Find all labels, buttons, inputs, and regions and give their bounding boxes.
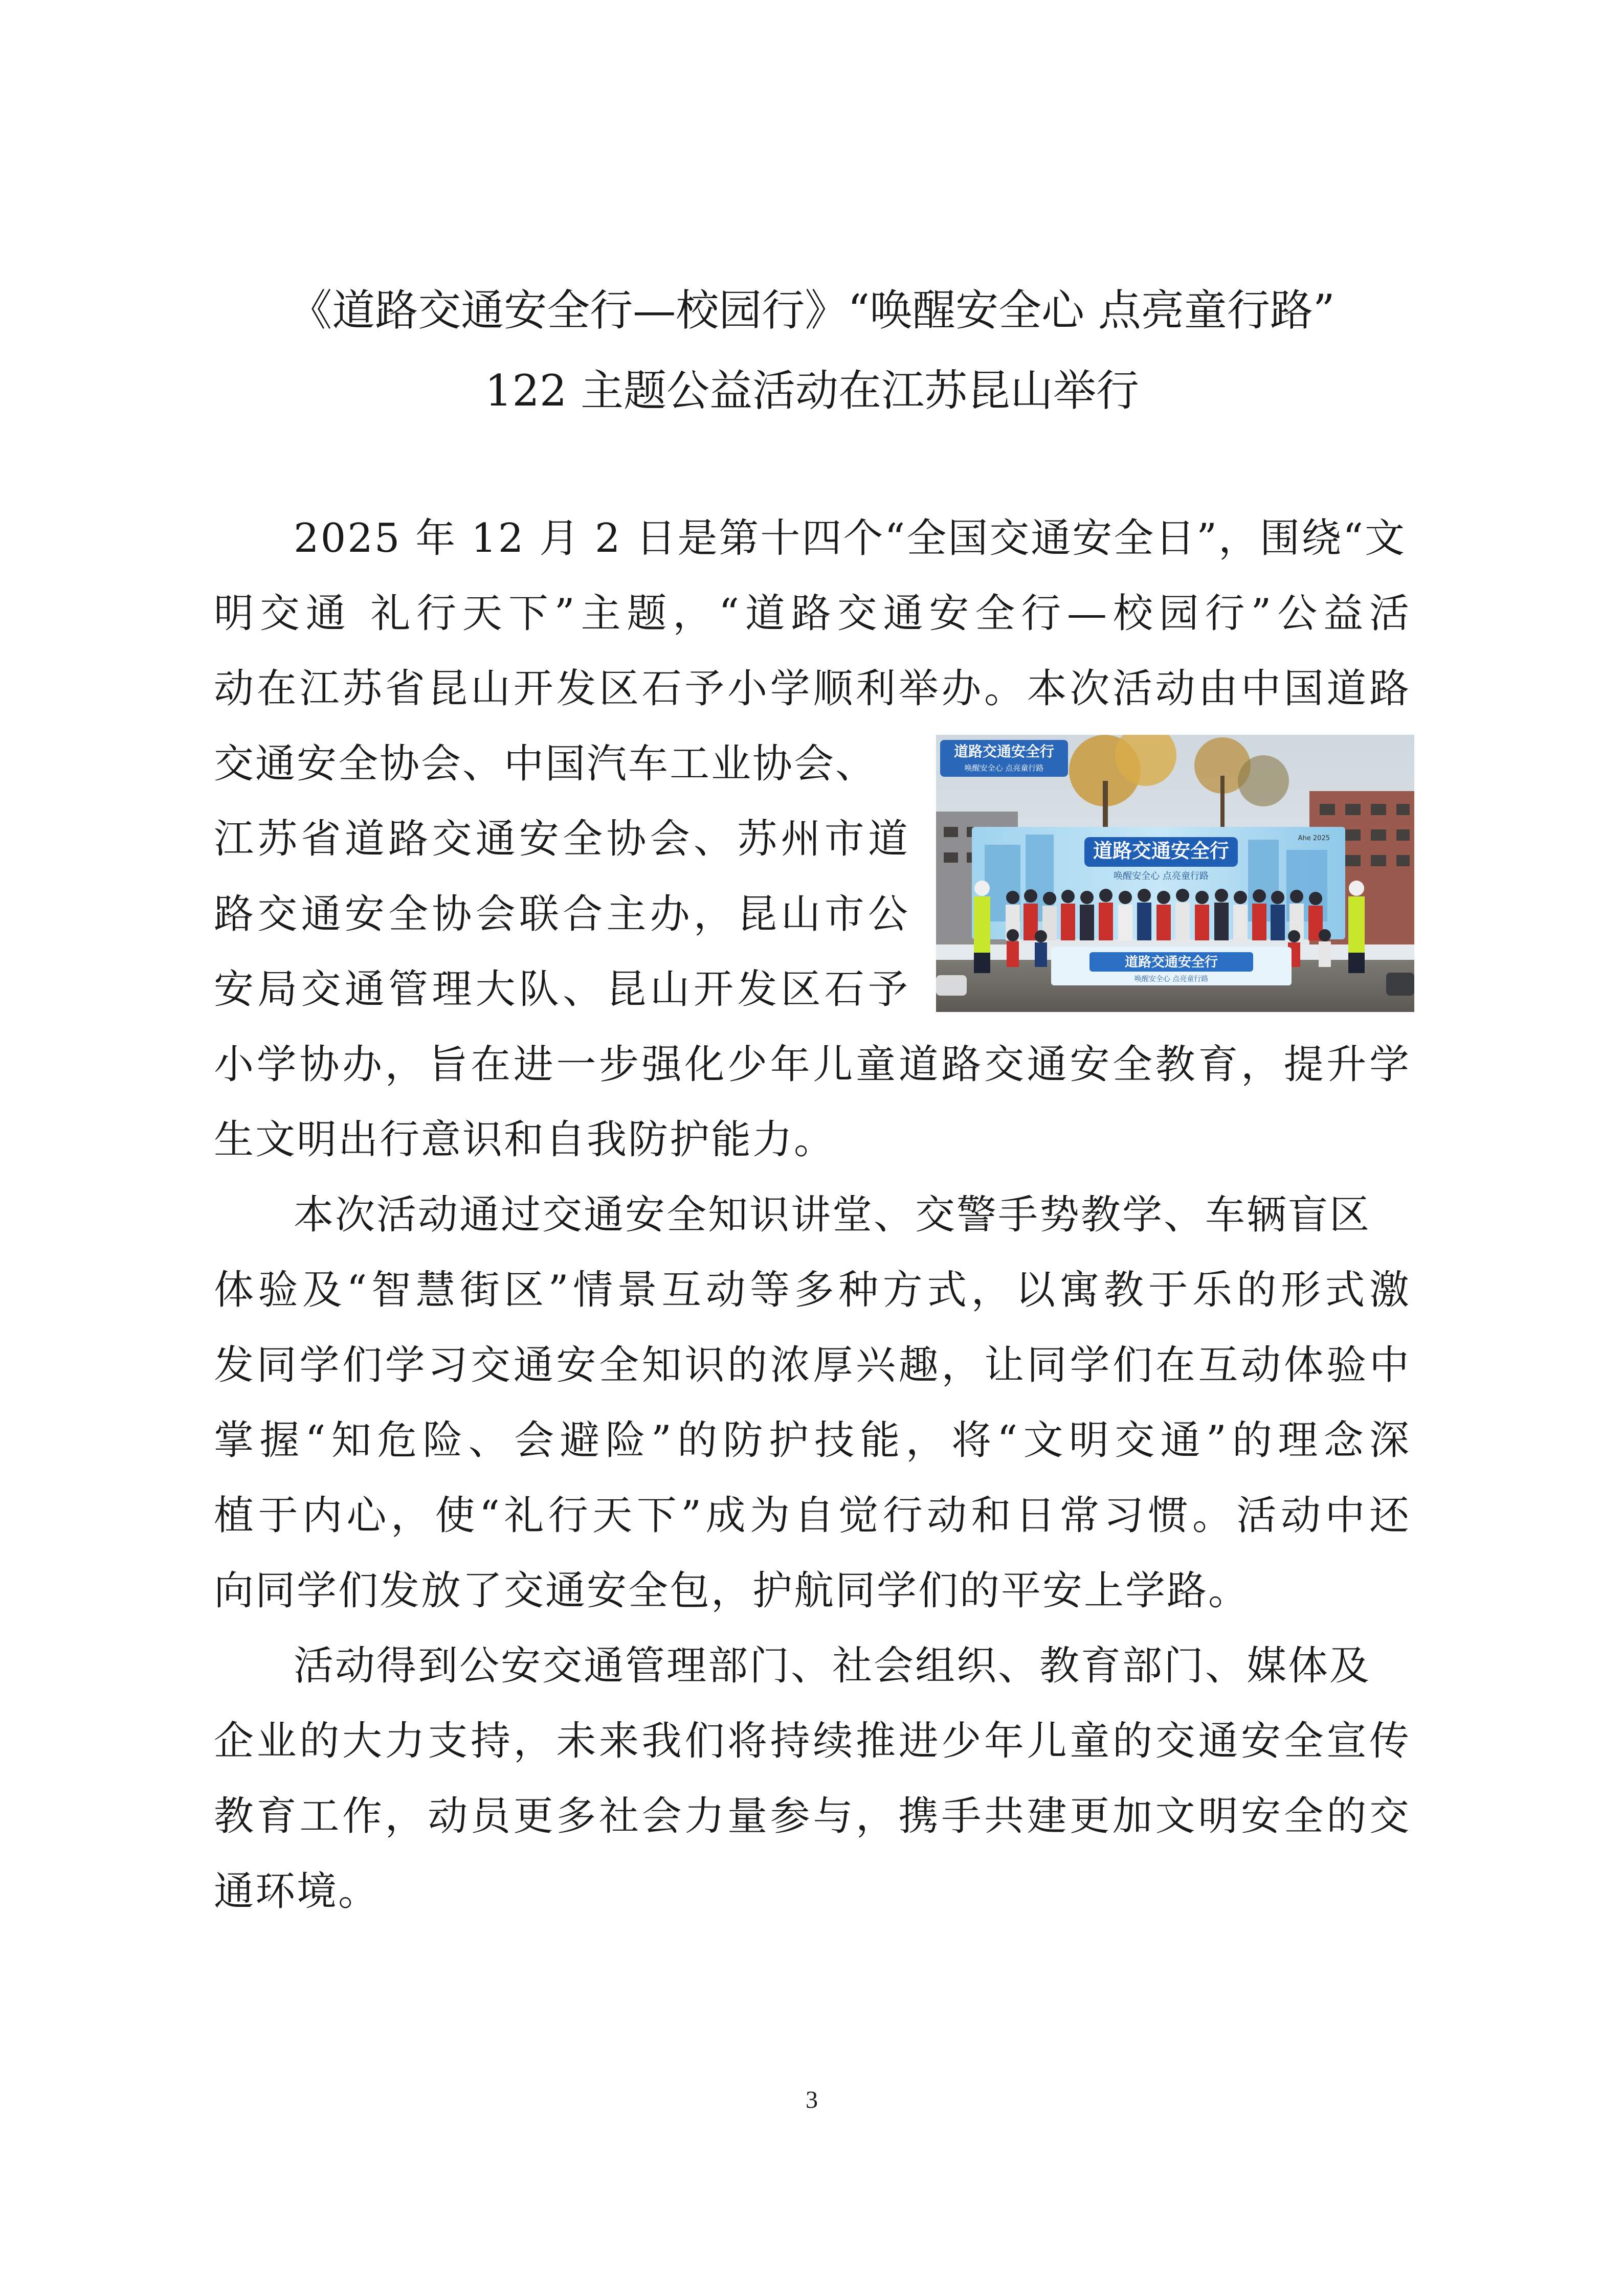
paragraph-3-line: 教育工作，动员更多社会力量参与，携手共建更加文明安全的交 <box>214 1793 1411 1839</box>
page-number: 3 <box>806 2086 818 2113</box>
paragraph-2-line: 植于内心，使“礼行天下”成为自觉行动和日常习惯。活动中还 <box>214 1493 1411 1539</box>
paragraph-1-line: 路交通安全协会联合主办，昆山市公 <box>214 891 909 937</box>
paragraph-1-line: 江苏省道路交通安全协会、苏州市道 <box>214 816 909 862</box>
photo-backdrop-title: 道路交通安全行 <box>1093 840 1230 862</box>
paragraph-2-line: 掌握“知危险、会避险”的防护技能，将“文明交通”的理念深 <box>214 1417 1411 1464</box>
paragraph-1-line: 2025 年 12 月 2 日是第十四个“全国交通安全日”，围绕“文 <box>294 515 1406 561</box>
paragraph-3-line: 活动得到公安交通管理部门、社会组织、教育部门、媒体及 <box>294 1643 1371 1689</box>
document-title-line-2: 122 主题公益活动在江苏昆山举行 <box>484 366 1140 416</box>
photo-front-banner-sub: 唤醒安全心 点亮童行路 <box>1134 975 1209 983</box>
photo-banner-top-sub: 唤醒安全心 点亮童行路 <box>964 763 1044 773</box>
paragraph-1-line: 生文明出行意识和自我防护能力。 <box>214 1117 836 1163</box>
photo-corner-mark: Ahe 2025 <box>1298 835 1330 842</box>
event-group-photo <box>936 735 1414 1012</box>
paragraph-1-line: 明交通 礼行天下”主题，“道路交通安全行—校园行”公益活 <box>214 591 1411 637</box>
paragraph-2-line: 体验及“智慧街区”情景互动等多种方式，以寓教于乐的形式激 <box>214 1267 1411 1313</box>
photo-backdrop-sub: 唤醒安全心 点亮童行路 <box>1114 871 1209 882</box>
paragraph-1-line: 交通安全协会、中国汽车工业协会、 <box>214 741 877 787</box>
photo-front-banner: 道路交通安全行 <box>1124 955 1218 970</box>
paragraph-1-line: 动在江苏省昆山开发区石予小学顺利举办。本次活动由中国道路 <box>214 666 1411 712</box>
paragraph-3-line: 企业的大力支持，未来我们将持续推进少年儿童的交通安全宣传 <box>214 1718 1411 1764</box>
photo-banner-top: 道路交通安全行 <box>953 743 1055 760</box>
paragraph-3-line: 通环境。 <box>214 1869 380 1915</box>
paragraph-2-line: 向同学们发放了交通安全包，护航同学们的平安上学路。 <box>214 1568 1250 1614</box>
paragraph-1-line: 小学协办，旨在进一步强化少年儿童道路交通安全教育，提升学 <box>214 1042 1411 1088</box>
paragraph-2-line: 发同学们学习交通安全知识的浓厚兴趣，让同学们在互动体验中 <box>214 1342 1411 1388</box>
document-title-line-1: 《道路交通安全行—校园行》“唤醒安全心 点亮童行路” <box>289 285 1335 335</box>
paragraph-2-line: 本次活动通过交通安全知识讲堂、交警手势教学、车辆盲区 <box>294 1192 1371 1238</box>
paragraph-1-line: 安局交通管理大队、昆山开发区石予 <box>214 966 909 1012</box>
